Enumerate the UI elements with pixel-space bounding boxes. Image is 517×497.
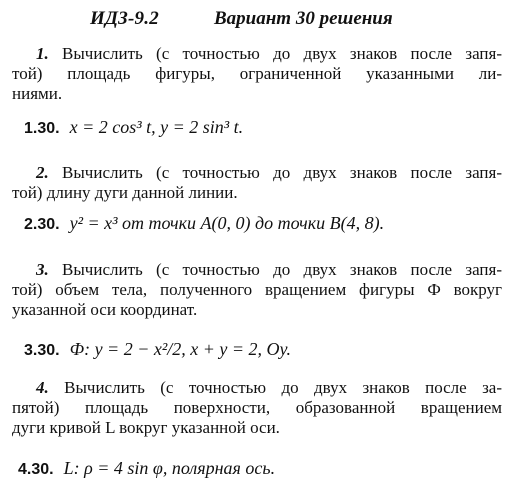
task-4-line-3: дуги кривой L вокруг указанной оси.	[12, 418, 280, 437]
task-2-line-1	[12, 163, 502, 183]
task-4-line-1-text: Вычислить (с точностью до двух знаков после за-	[64, 378, 503, 397]
task-1-line-2: той) площадь фигуры, ограниченной указанными ли-	[12, 64, 502, 83]
task-4-line-2: пятой) площадь поверхности, образованной вращением	[12, 398, 502, 417]
task-3-number: 3.	[36, 260, 49, 279]
task-2-number: 2.	[36, 163, 49, 182]
task-2-answer	[24, 212, 384, 236]
task-2-answer-number: 2.30.	[24, 216, 60, 233]
task-3-line-3: указанной оси координат.	[12, 300, 198, 319]
task-1-answer-number: 1.30.	[24, 120, 60, 137]
task-3-line-1-text: Вычислить (с точностью до двух знаков после запя-	[62, 260, 502, 279]
task-3-answer-expr: Ф: y = 2 − x²/2, x + y = 2, Oy.	[69, 339, 291, 359]
variant-title: Вариант 30 решения	[214, 8, 393, 29]
task-1-answer	[24, 116, 243, 140]
task-1-line-3: ниями.	[12, 84, 63, 103]
task-4-number: 4.	[36, 378, 49, 397]
task-3-answer-number: 3.30.	[24, 342, 60, 359]
task-4-answer-number: 4.30.	[18, 461, 54, 478]
task-3-line-2: той) объем тела, полученного вращением фигуры Ф вокруг	[12, 280, 502, 299]
task-1-answer-expr: x = 2 cos³ t, y = 2 sin³ t.	[69, 117, 244, 137]
task-4-statement	[12, 378, 502, 438]
task-4-answer-expr: L: ρ = 4 sin φ, полярная ось.	[63, 458, 276, 478]
document-header	[0, 6, 517, 32]
task-1-number: 1.	[36, 44, 49, 63]
task-4-answer	[18, 457, 275, 481]
task-2-line-2: той) длину дуги данной линии.	[12, 183, 238, 202]
task-3-line-1	[12, 260, 502, 280]
task-2-line-1-text: Вычислить (с точностью до двух знаков после запя-	[62, 163, 502, 182]
task-1-statement	[12, 44, 502, 104]
task-3-statement	[12, 260, 502, 320]
assignment-id: ИДЗ-9.2	[90, 8, 159, 29]
task-1-line-1	[12, 44, 502, 64]
task-3-answer	[24, 338, 291, 362]
task-1-line-1-text: Вычислить (с точностью до двух знаков после запя-	[62, 44, 502, 63]
task-2-statement	[12, 163, 502, 203]
task-2-answer-expr: y² = x³ от точки A(0, 0) до точки B(4, 8).	[69, 213, 385, 233]
task-4-line-1	[12, 378, 502, 398]
